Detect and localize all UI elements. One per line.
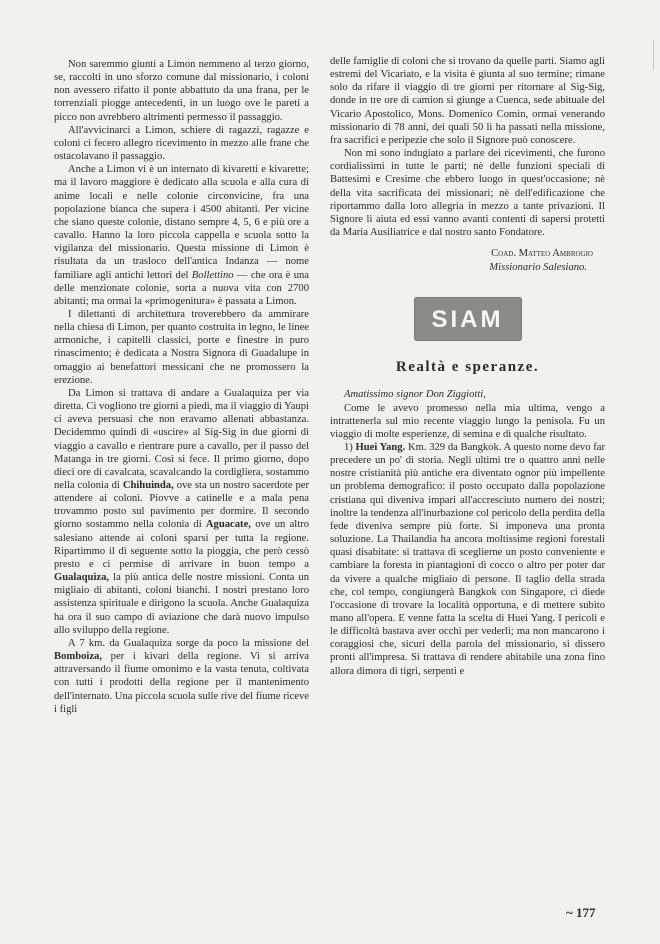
paragraph-text: la più antica delle nostre missioni. Conta un migliaio di abitanti, coloni bianchi. I nostri prestano loro assistenza spirituale e dirigono la scuola. Anche Gualaquiza ha ora il suo campo di aviazione che darà nuovo impulso allo sviluppo della regione. (54, 572, 309, 636)
italic-title: Bollettino (191, 269, 234, 281)
paragraph: delle famiglie di coloni che si trovano da quelle parti. Siamo agli estremi del Vicariato, e la visita è giunta al suo termine; rimane solo da rifare il viaggio di tre giorni per ritornare al Sig-Sig, donde in tre ore di camion si giunge a Cuenca, sede abituale del Vicario Apostolico, Mons. Domenico Comin, ormai venerando missionario di 78 anni, dei quali 50 li ha passati nella missione, fra sacrifici e peripezie che solo il Signore può conoscere. (330, 56, 605, 146)
paragraph-text: Anche a Limon vi è un internato di kivaretti e kivarette; ma il lavoro maggiore è dedicato alla scuola e alla cura di anime locali e nelle colonie circonvicine, fra una popolazione bianca che supera i 4500 abitanti. Per vicine che siano queste colonie, distano sempre 4, 5, 6 e più ore a cavallo. Hanno la loro piccola cappella e scuola sotto la vigilanza del missionario. Questa missione di Limon è risultata da un trasloco dell'antica Indanza — nome familiare agli antichi lettori del (54, 164, 309, 281)
paragraph: I dilettanti di architettura troverebbero da ammirare nella chiesa di Limon, per quanto costruita in legno, le linee armoniche, i capitelli classici, porte e finestre in puro rinascimento; è dedicata a Nostra Signora di Guadalupe in omaggio ai benefattori messicani che ne promossero la erezione. (54, 308, 309, 386)
place-name: Chihuinda, (122, 480, 174, 491)
paragraph: Non saremmo giunti a Limon nemmeno al terzo giorno, se, raccolti in uno sforzo comune dal missionario, i coloni non avessero rifatto il ponte abbattuto da una frana, per le torrenziali piogge antecedenti, in un luogo ove le pareti a picco non avrebbero altrimenti permesso il passaggio. (54, 59, 309, 123)
paragraph-text: ove un altro salesiano attende ai coloni sparsi per tutta la regione. Ripartimmo il dì seguente sotto la pioggia, che però cessò presto e ci permise di arrivare in buon tempo a (54, 519, 309, 570)
paragraph-text: A 7 km. da Gualaquiza sorge da poco la missione del (68, 637, 309, 649)
paragraph-text: ove sta un nostro sacerdote per attendere ai coloni. Piovve a catinelle e a mala pena trovammo posto sul pavimento per dormire. Il secondo giorno sostammo nella colonia di (54, 480, 309, 531)
paragraph (330, 441, 605, 678)
list-number: 1) (344, 441, 353, 453)
page-edge-mark (649, 40, 654, 70)
signature-block (330, 247, 605, 275)
salutation: Amatissimo signor Don Ziggiotti, (344, 389, 486, 401)
paragraph: Non mi sono indugiato a parlare dei ricevimenti, che furono cordialissimi in tutte le parti; nè delle funzioni speciali di Battesimi e Cresime che ebbero luogo in quest'occasione; nè della vita sacrificata dei missionari; nè dell'edificazione che riportammo dalla loro allegria in mezzo a tante privazioni. Il Signore li aiuta ed essi vanno avanti contenti di sapersi protetti da Maria Ausiliatrice e dal nostro santo Fondatore. (330, 148, 605, 239)
place-name: Bomboiza, (54, 651, 102, 663)
paragraph: All'avvicinarci a Limon, schiere di ragazzi, ragazze e coloni ci fecero allegro ricevimento in mezzo alle frane che ostacolavano il passaggio. (54, 124, 309, 163)
place-name: Huei Yang. (355, 441, 406, 453)
paragraph-text: Km. 329 da Bangkok. A questo nome devo far precedere un po' di storia. Negli ultimi tre o quattro anni nelle nostre cristianità più antiche era diventato ognor più impellente un problema demografico: il posto occupato dalla popolazione cristiana qui diveniva impari all'accresciuto numero dei nostri; inoltre la tendenza all'inurbazione col pericolo della perdita della fede diveniva sempre più forte. Si imponeva una pronta soluzione. La Thailandia ha ancora moltissime regioni forestali quasi disabitate: si trattava di sceglierne un posto conveniente e cambiare la foresta in piantagioni di cocco o altro per poter dar da vivere a qualche migliaio di persone. Il taglio della strada che, col tempo, congiungerà Bangkok con Singapore, ci diede l'occasione di trovare la località opportuna, e di mettere subito mano all'opera. E venne fatta la scelta di Huei Yang. I pericoli e le difficoltà bastava aver occhi per vederli; ma non mancarono i coraggiosi che, sicuri della parola del missionario, si dissero pronti all'impresa. Si trattava di rendere abitabile una zona fino allora dimora di tigri, serpenti e (330, 441, 605, 677)
paragraph (54, 387, 309, 637)
paragraph (54, 637, 309, 716)
section-badge-wrap (330, 297, 605, 341)
section-badge: SIAM (414, 297, 522, 341)
right-column (330, 55, 605, 678)
paragraph: Come le avevo promesso nella mia ultima, vengo a intrattenerla sul mio recente viaggio lungo la penisola. Fu un viaggio di molte esperienze, di semina e di qualche risultato. (330, 402, 605, 440)
article-title: Realtà e speranze. (395, 359, 540, 376)
place-name: Gualaquiza, (54, 572, 110, 584)
place-name: Aguacate, (205, 519, 251, 531)
paragraph-text: Da Limon si trattava di andare a Gualaquiza per via diretta. Ci vogliono tre giorni a piedi, ma il viaggio di Yaupi ci aveva persuasi che non eravamo allenati abbastanza. Decidemmo quindi di «uscire» al Sig-Sig in due giorni di viaggio a cavallo e rientrare pure a cavallo, per il passo del Matanga in tre giorni. Così si fece. Il primo giorno, dopo dieci ore di cavalcata, scavalcando la cordigliera, sostammo nella colonia di (54, 387, 309, 491)
paragraph-text: per i kivari della regione. Vi si arriva attraversando il fiume omonimo e la vasta tenuta, coltivata con tutti i prodotti della regione per il mantenimento dell'internato. Una piccola scuola sulle rive del fiume riceve i figli (54, 651, 309, 715)
signature-name: Coad. Matteo Ambrogio (491, 248, 593, 260)
page-number: ~ 177 (566, 905, 596, 920)
paragraph (54, 163, 309, 308)
paragraph-text: — che ora è una delle menzionate colonie, sorta a nuova vita con 2700 abitanti; ma ormai la «primogenitura» è passata a Limon. (54, 269, 310, 307)
signature-role: Missionario Salesiano. (489, 262, 587, 274)
left-column (54, 58, 309, 716)
